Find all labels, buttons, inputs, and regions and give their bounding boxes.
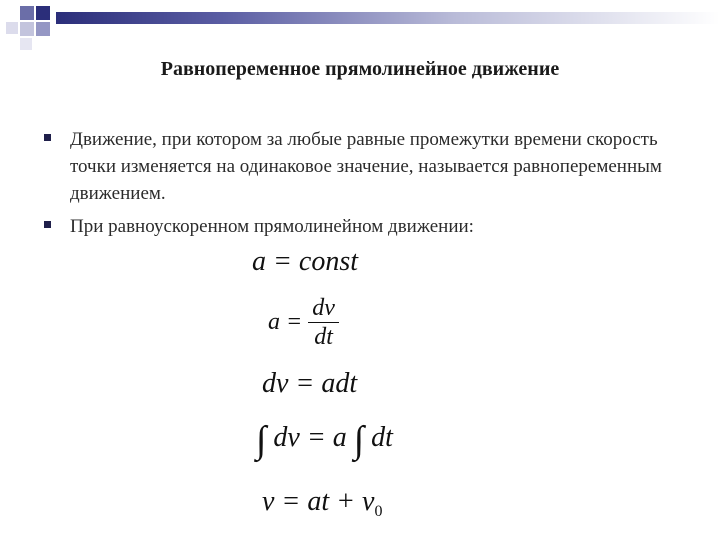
integral-icon: ∫ [353,419,365,461]
formula-differential [262,368,357,400]
formula-text: dt [371,422,393,453]
formula-text: dv = a [273,422,347,453]
formula-integral [256,418,393,462]
fraction [308,294,339,351]
formula-text: a = [268,309,303,335]
slide-title: Равнопеременное прямолинейное движение [160,58,560,80]
formula-text: v = at + v [262,486,375,517]
integral-icon: ∫ [256,419,267,461]
formula-text: a = const [252,246,358,277]
formula-acceleration-derivative [268,294,339,351]
bullet-text: При равноускоренном прямолинейном движении: [70,216,474,237]
formula-velocity [262,486,382,521]
formula-acceleration-const [252,246,358,278]
fraction-numerator: dv [312,295,335,321]
fraction-denominator: dt [308,322,339,351]
bullet-text: Движение, при котором за любые равные промежутки времени скорость точки изменяется на одинаковое значение, называется равнопеременным движением. [70,129,662,204]
formula-subscript: 0 [374,503,383,520]
formula-text: dv = adt [262,368,358,399]
